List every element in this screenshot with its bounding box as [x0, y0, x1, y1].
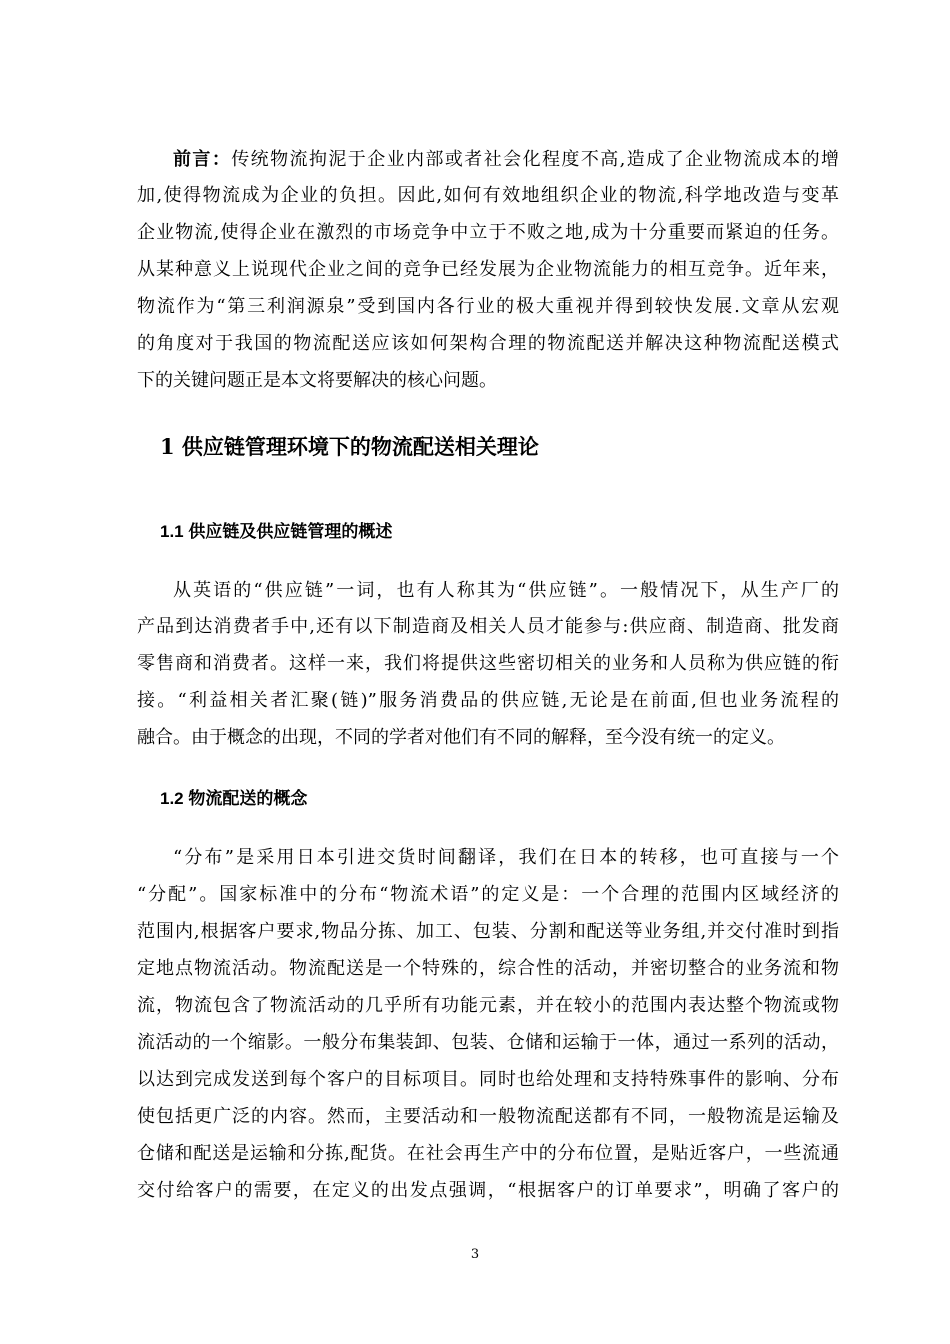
section-1-2-line-4: 定地点物流活动。物流配送是一个特殊的，综合性的活动，并密切整合的业务流和物: [137, 958, 839, 979]
preface-label: 前言：: [173, 149, 232, 170]
section-1-1-line-1: 从英语的“供应链”一词，也有人称其为“供应链”。一般情况下，从生产厂的: [173, 580, 839, 601]
preface-line-2: 加,使得物流成为企业的负担。因此,如何有效地组织企业的物流,科学地改造与变革: [137, 185, 839, 206]
preface-line-3: 企业物流,使得企业在激烈的市场竞争中立于不败之地,成为十分重要而紧迫的任务。: [137, 222, 839, 243]
section-1-heading: 1 供应链管理环境下的物流配送相关理论: [160, 434, 539, 459]
section-1-2-line-5: 流，物流包含了物流活动的几乎所有功能元素，并在较小的范围内表达整个物流或物: [137, 995, 839, 1016]
section-1-1-line-2: 产品到达消费者手中,还有以下制造商及相关人员才能参与:供应商、制造商、批发商: [137, 616, 839, 637]
preface-text-1: 传统物流拘泥于企业内部或者社会化程度不高,造成了企业物流成本的增: [231, 149, 840, 170]
section-1-2-heading: 1.2 物流配送的概念: [160, 789, 308, 808]
preface-line-6: 的角度对于我国的物流配送应该如何架构合理的物流配送并解决这种物流配送模式: [137, 333, 839, 354]
preface-line-7: 下的关键问题正是本文将要解决的核心问题。: [137, 370, 497, 391]
section-1-2-line-9: 仓储和配送是运输和分拣,配货。在社会再生产中的分布位置，是贴近客户，一些流通: [137, 1143, 839, 1164]
preface-line-4: 从某种意义上说现代企业之间的竞争已经发展为企业物流能力的相互竞争。近年来，: [137, 259, 839, 280]
section-1-2-line-10: 交付给客户的需要，在定义的出发点强调，“根据客户的订单要求”，明确了客户的: [137, 1180, 839, 1201]
section-1-2-line-1: “分布”是采用日本引进交货时间翻译，我们在日本的转移，也可直接与一个: [173, 847, 839, 868]
section-1-2-line-7: 以达到完成发送到每个客户的目标项目。同时也给处理和支持特殊事件的影响、分布: [137, 1069, 839, 1090]
page-number: 3: [470, 1247, 480, 1262]
section-1-2-line-8: 使包括更广泛的内容。然而，主要活动和一般物流配送都有不同，一般物流是运输及: [137, 1106, 839, 1127]
section-1-1-line-3: 零售商和消费者。这样一来，我们将提供这些密切相关的业务和人员称为供应链的衔: [137, 653, 839, 674]
section-1-2-line-2: “分配”。国家标准中的分布“物流术语”的定义是：一个合理的范围内区域经济的: [137, 884, 839, 905]
section-1-2-line-6: 流活动的一个缩影。一般分布集装卸、包装、仓储和运输于一体，通过一系列的活动，: [137, 1032, 839, 1053]
section-1-1-heading: 1.1 供应链及供应链管理的概述: [160, 522, 393, 541]
preface-line-5: 物流作为“第三利润源泉”受到国内各行业的极大重视并得到较快发展.文章从宏观: [137, 296, 839, 317]
section-1-1-line-4: 接。“利益相关者汇聚(链)”服务消费品的供应链,无论是在前面,但也业务流程的: [137, 690, 839, 711]
section-1-2-line-3: 范围内,根据客户要求,物品分拣、加工、包装、分割和配送等业务组,并交付准时到指: [137, 921, 839, 942]
preface-line-1: [173, 148, 839, 172]
section-1-1-line-5: 融合。由于概念的出现，不同的学者对他们有不同的解释，至今没有统一的定义。: [137, 727, 785, 748]
